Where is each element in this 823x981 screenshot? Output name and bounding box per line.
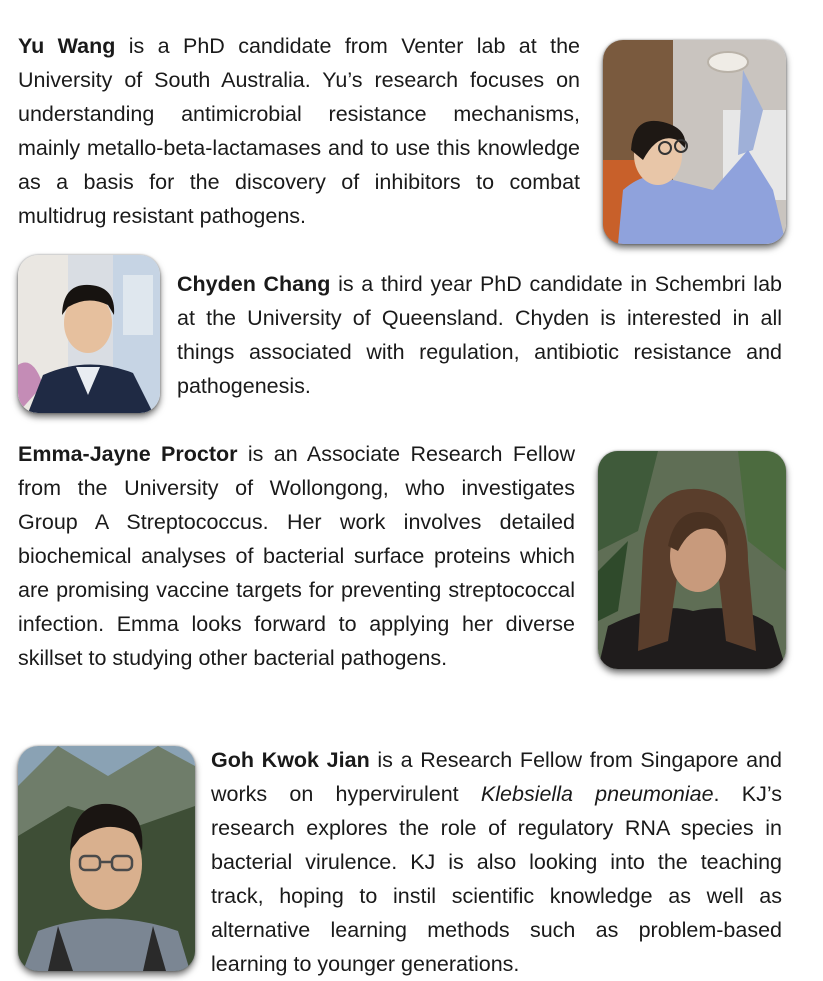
bio-text-a: is a Research Fellow from Singapore and works on hypervirulent	[211, 748, 782, 806]
bio-text-species: Klebsiella pneumoniae	[480, 782, 714, 806]
bio-text-b: . KJ’s research explores the role of regulatory RNA species in bacterial virulence. KJ is also looking into the teaching track, hoping to instil scientific knowledge as well as alternative learning methods such as problem-based learning to younger generations.	[211, 782, 782, 976]
bio-name: Yu Wang	[18, 34, 116, 58]
bio-chyden-chang	[177, 267, 782, 403]
bio-text: is an Associate Research Fellow from the University of Wollongong, who investigates Group A Streptococcus. Her work involves detailed biochemical analyses of bacterial surface proteins which are promising vaccine targets for preventing streptococcal infection. Emma looks forward to applying her diverse skillset to studying other bacterial pathogens.	[18, 442, 575, 670]
bio-text: is a PhD candidate from Venter lab at the University of South Australia. Yu’s research focuses on understanding antimicrobial resistance mechanisms, mainly metallo-beta-lactamases and to use this knowledge as a basis for the discovery of inhibitors to combat multidrug resistant pathogens.	[18, 34, 580, 228]
portrait-goh-kwok-jian-photo	[18, 746, 195, 971]
bio-text: is a third year PhD candidate in Schembri lab at the University of Queensland. Chyden is interested in all things associated with regulation, antibiotic resistance and pathogenesis.	[177, 272, 782, 398]
bio-name: Emma-Jayne Proctor	[18, 442, 238, 466]
bio-yu-wang	[18, 29, 580, 233]
bio-name: Chyden Chang	[177, 272, 331, 296]
bio-name: Goh Kwok Jian	[211, 748, 370, 772]
bio-emma-jayne-proctor	[18, 437, 575, 675]
portrait-chyden-chang-photo	[18, 255, 160, 413]
bio-goh-kwok-jian	[211, 743, 782, 981]
portrait-emma-jayne-proctor-photo	[598, 451, 786, 669]
portrait-yu-wang-photo	[603, 40, 786, 244]
